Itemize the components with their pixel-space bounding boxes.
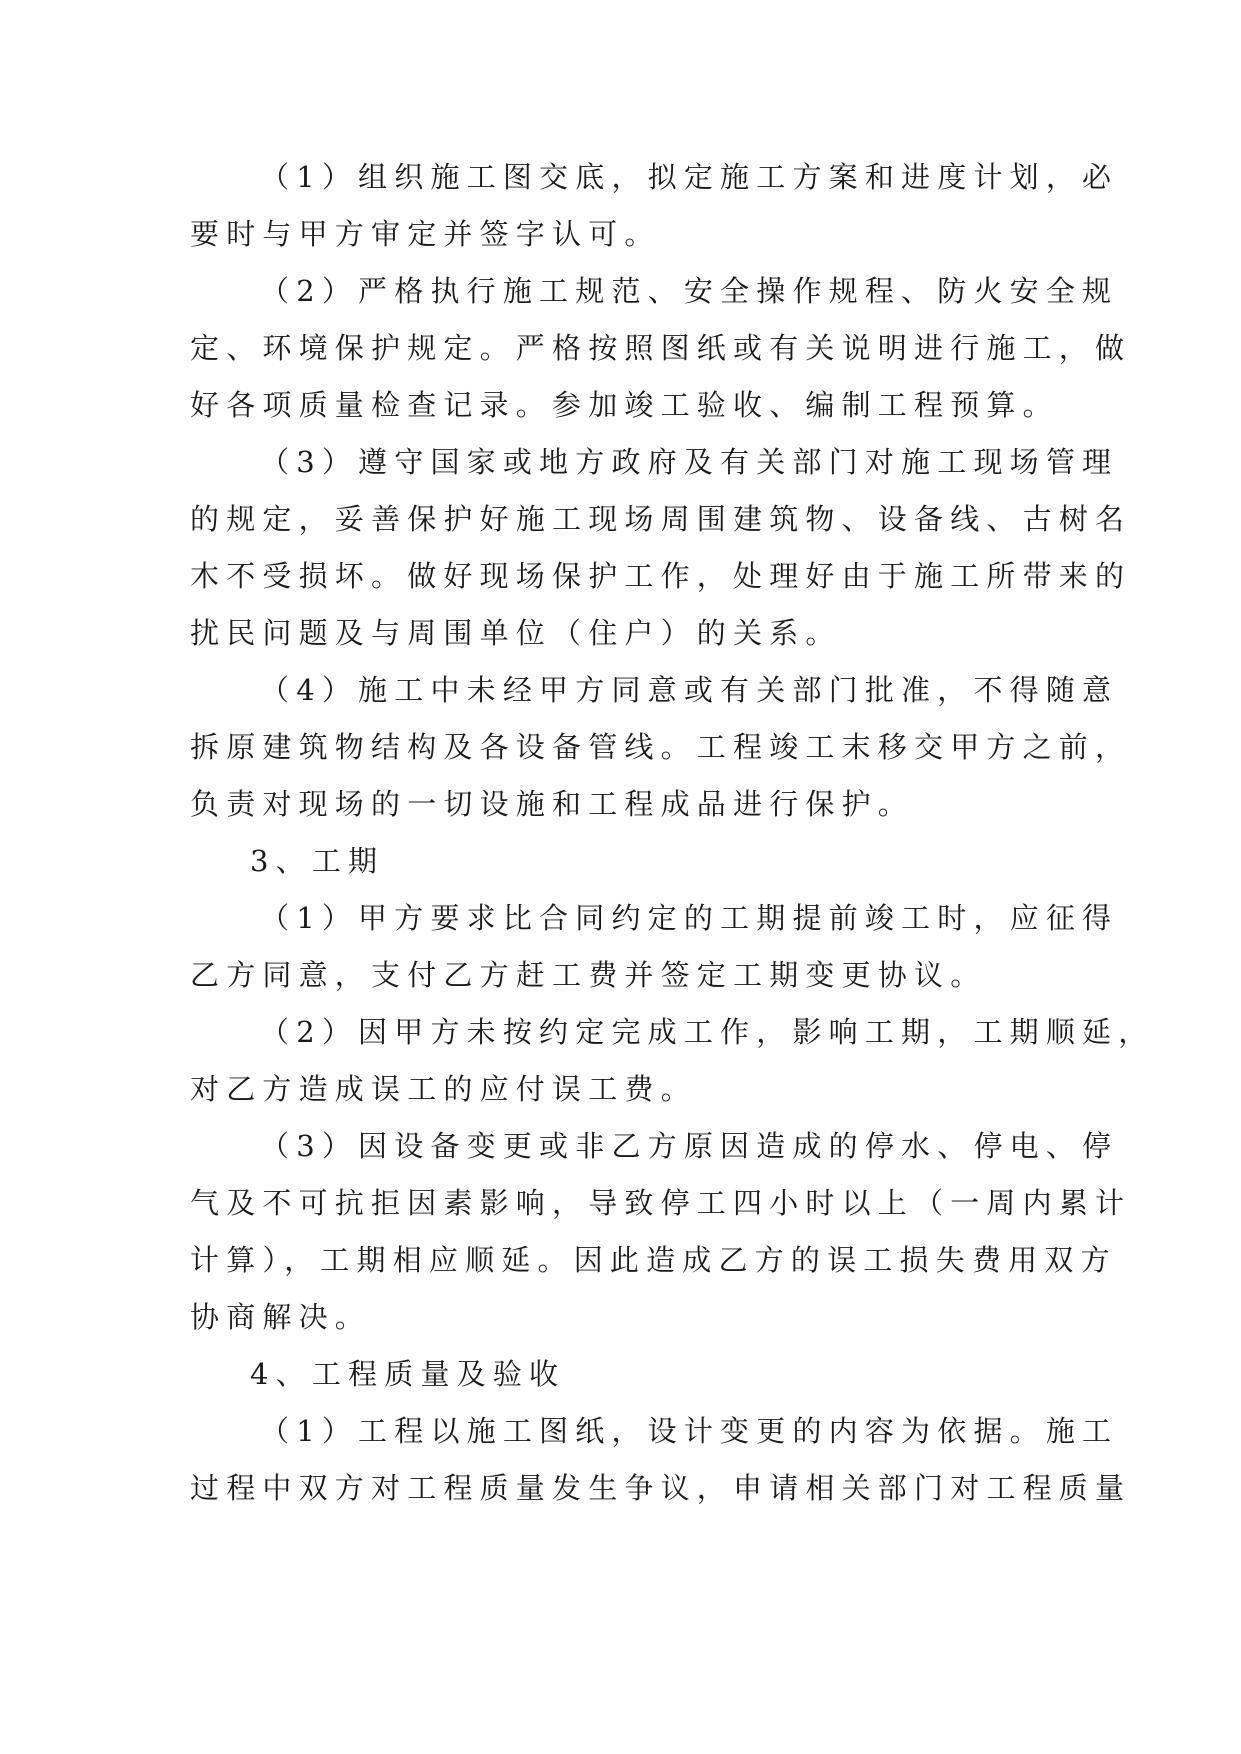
paragraph-line: 定、环境保护规定。严格按照图纸或有关说明进行施工，做 [190, 331, 1132, 365]
paragraph-line: 拆原建筑物结构及各设备管线。工程竣工末移交甲方之前， [190, 730, 1132, 764]
paragraph-line: （1）工程以施工图纸，设计变更的内容为依据。施工 [260, 1414, 1119, 1448]
paragraph-line: 负责对现场的一切设施和工程成品进行保护。 [190, 787, 915, 821]
paragraph-line: （2）因甲方未按约定完成工作，影响工期，工期顺延， [260, 1015, 1155, 1049]
paragraph-line: 过程中双方对工程质量发生争议，申请相关部门对工程质量 [190, 1471, 1132, 1505]
paragraph-line: （4）施工中未经甲方同意或有关部门批准，不得随意 [260, 673, 1119, 707]
paragraph-line: 的规定，妥善保护好施工现场周围建筑物、设备线、古树名 [190, 502, 1132, 536]
paragraph-line: 计算），工期相应顺延。因此造成乙方的误工损失费用双方 [190, 1243, 1117, 1277]
paragraph-line: 乙方同意，支付乙方赶工费并签定工期变更协议。 [190, 958, 987, 992]
paragraph-line: 协商解决。 [190, 1300, 372, 1334]
paragraph-line: 木不受损坏。做好现场保护工作，处理好由于施工所带来的 [190, 559, 1132, 593]
paragraph-line: 对乙方造成误工的应付误工费。 [190, 1072, 697, 1106]
paragraph-line: （3）遵守国家或地方政府及有关部门对施工现场管理 [260, 445, 1119, 479]
paragraph-line: 气及不可抗拒因素影响，导致停工四小时以上（一周内累计 [190, 1186, 1132, 1220]
paragraph-line: （1）甲方要求比合同约定的工期提前竣工时，应征得 [260, 901, 1119, 935]
paragraph-line: 扰民问题及与周围单位（住户）的关系。 [190, 616, 842, 650]
section-heading: 4、工程质量及验收 [250, 1357, 566, 1391]
paragraph-line: 要时与甲方审定并签字认可。 [190, 217, 661, 251]
paragraph-line: （3）因设备变更或非乙方原因造成的停水、停电、停 [260, 1129, 1119, 1163]
paragraph-line: 好各项质量检查记录。参加竣工验收、编制工程预算。 [190, 388, 1059, 422]
paragraph-line: （2）严格执行施工规范、安全操作规程、防火安全规 [260, 274, 1119, 308]
paragraph-line: （1）组织施工图交底，拟定施工方案和进度计划，必 [260, 160, 1119, 194]
section-heading: 3、工期 [250, 844, 385, 878]
